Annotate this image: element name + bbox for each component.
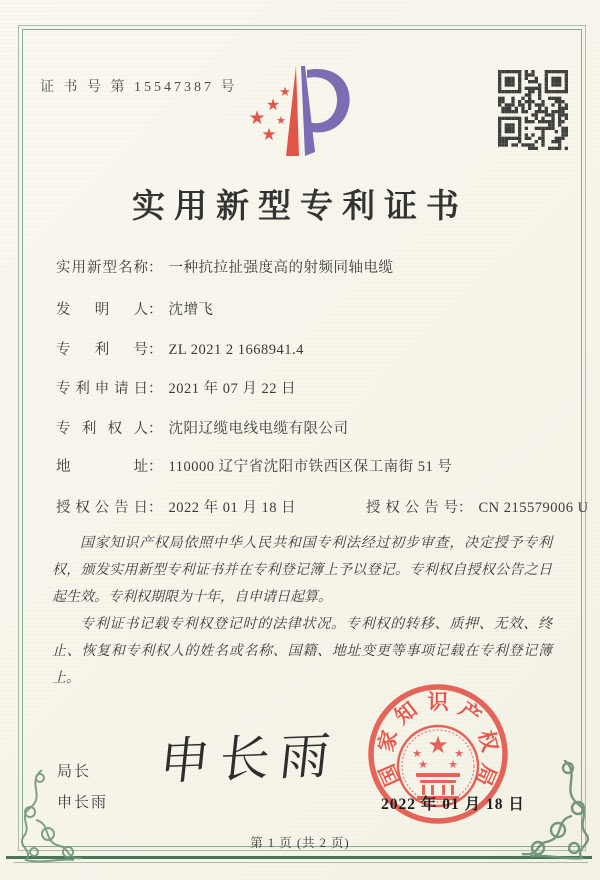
- field-value: 110000 辽宁省沈阳市铁西区保工南街 51 号: [168, 459, 453, 475]
- svg-text:★: ★: [418, 759, 428, 771]
- seal-character: 权: [474, 728, 503, 755]
- page-number: 第 1 页 (共 2 页): [250, 836, 350, 850]
- field-value: ZL 2021 2 1668941.4: [168, 342, 304, 358]
- field-grant-number: 授权公告号： CN 215579006 U: [366, 496, 589, 517]
- seal-date: 2022 年 01 月 18 日: [381, 796, 525, 813]
- field-label: 专利号: [56, 342, 148, 358]
- seal-character: 国: [375, 760, 406, 790]
- certificate-number: 证 书 号 第 15547387 号: [40, 80, 238, 95]
- field-value: 2021 年 07 月 22 日: [168, 381, 297, 397]
- field-inventor: 发明人： 沈增飞: [56, 298, 556, 318]
- field-value: CN 215579006 U: [478, 500, 589, 516]
- seal-character: 家: [373, 728, 402, 755]
- field-grant-date: 授权公告日： 2022 年 01 月 18 日 授权公告号： CN 215579006 U: [56, 496, 556, 516]
- cnipa-logo-icon: [235, 60, 360, 162]
- field-label: 发明人: [56, 302, 148, 318]
- field-patent-number: 专利号： ZL 2021 2 1668941.4: [56, 338, 556, 358]
- seal-character: 知: [390, 697, 422, 729]
- qr-code-icon: [498, 70, 568, 150]
- svg-text:★: ★: [448, 759, 458, 771]
- field-label: 地址: [56, 459, 148, 475]
- legal-text: [52, 530, 552, 692]
- svg-text:★: ★: [279, 84, 291, 99]
- field-label: 授权公告日: [56, 500, 148, 516]
- officer-block: [57, 760, 108, 822]
- field-value: 一种抗拉扯强度高的射频同轴电缆: [168, 260, 394, 276]
- legal-paragraph: 专利证书记载专利权登记时的法律状况。专利权的转移、质押、无效、终止、恢复和专利权人的姓名或名称、国籍、地址变更等事项记载在专利登记簿上。: [52, 617, 552, 686]
- field-value: 2022 年 01 月 18 日: [168, 500, 297, 516]
- field-value: 沈阳辽缆电线电缆有限公司: [168, 421, 349, 437]
- bottom-rule-thin: [14, 862, 588, 863]
- svg-text:★: ★: [276, 115, 286, 127]
- field-patentee: 专利权人： 沈阳辽缆电线电缆有限公司: [56, 417, 556, 437]
- field-value: 沈增飞: [168, 302, 214, 318]
- field-application-date: 专利申请日： 2021 年 07 月 22 日: [56, 377, 556, 397]
- field-label: 实用新型名称: [56, 260, 148, 276]
- field-label: 授权公告号: [366, 500, 458, 516]
- field-label: 专利申请日: [56, 381, 148, 397]
- svg-text:★: ★: [412, 748, 422, 760]
- officer-signature: 申长雨: [156, 727, 343, 790]
- svg-text:★: ★: [261, 125, 277, 144]
- certificate-title: 实用新型专利证书: [132, 189, 468, 225]
- legal-paragraph: 国家知识产权局依照中华人民共和国专利法经过初步审查，决定授予专利权，颁发实用新型专利证书并在专利登记簿上予以登记。专利权自授权公告之日起生效。专利权期限为十年，自申请日起算。: [52, 536, 552, 605]
- field-address: 地址： 110000 辽宁省沈阳市铁西区保工南街 51 号: [56, 455, 556, 475]
- svg-text:★: ★: [454, 748, 464, 760]
- svg-text:★: ★: [427, 733, 449, 759]
- officer-name: 申长雨: [57, 794, 109, 811]
- svg-text:★: ★: [265, 97, 281, 114]
- seal-character: 识: [427, 690, 449, 714]
- field-utility-model-name: 实用新型名称： 一种抗拉扯强度高的射频同轴电缆: [56, 256, 556, 276]
- officer-role: 局长: [57, 763, 92, 780]
- seal-character: 产: [454, 697, 486, 729]
- seal-character: 局: [470, 760, 501, 790]
- svg-text:★: ★: [248, 108, 266, 129]
- field-label: 专利权人: [56, 421, 148, 437]
